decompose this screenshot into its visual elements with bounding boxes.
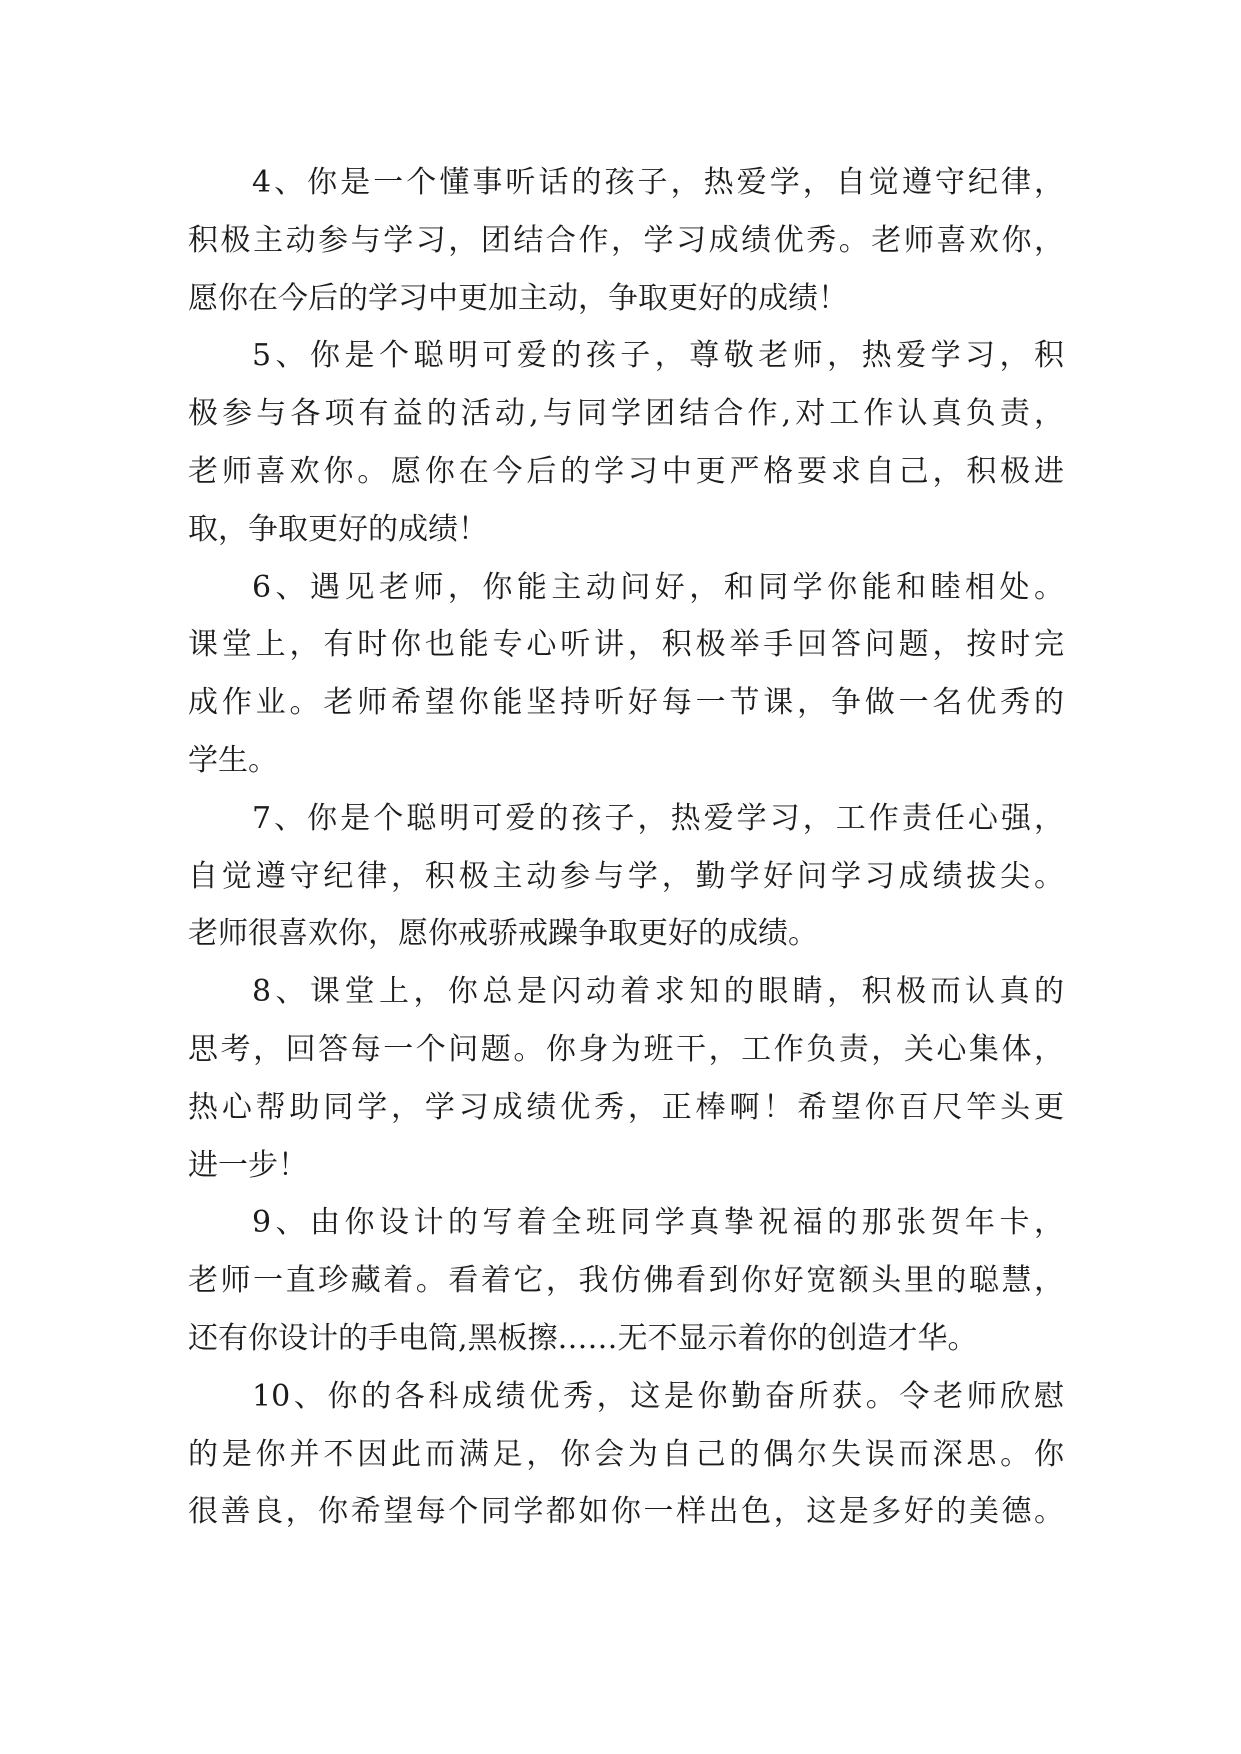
text-line: 的是你并不因此而满足，你会为自己的偶尔失误而深思。你 — [188, 1436, 1064, 1472]
text-line: 进一步！ — [188, 1147, 308, 1183]
text-line: 取，争取更好的成绩！ — [188, 511, 488, 547]
text-line: 成作业。老师希望你能坚持听好每一节课，争做一名优秀的 — [188, 685, 1064, 721]
text-line: 还有你设计的手电筒,黑板擦……无不显示着你的创造才华。 — [188, 1320, 978, 1356]
text-line: 热心帮助同学，学习成绩优秀，正棒啊！希望你百尺竿头更 — [188, 1089, 1064, 1125]
text-line: 8、课堂上，你总是闪动着求知的眼睛，积极而认真的 — [252, 974, 1064, 1010]
paragraph-6 — [188, 559, 1064, 790]
text-line: 很善良，你希望每个同学都如你一样出色，这是多好的美德。 — [188, 1494, 1064, 1530]
text-line: 10、你的各科成绩优秀，这是你勤奋所获。令老师欣慰 — [252, 1378, 1064, 1414]
text-line: 老师一直珍藏着。看着它，我仿佛看到你好宽额头里的聪慧， — [188, 1263, 1064, 1299]
text-line: 思考，回答每一个问题。你身为班干，工作负责，关心集体， — [188, 1031, 1064, 1067]
text-line: 老师喜欢你。愿你在今后的学习中更严格要求自己，积极进 — [188, 453, 1064, 489]
text-line: 老师很喜欢你，愿你戒骄戒躁争取更好的成绩。 — [188, 916, 818, 952]
text-line: 自觉遵守纪律，积极主动参与学，勤学好问学习成绩拔尖。 — [188, 858, 1064, 894]
paragraph-4 — [188, 154, 1064, 327]
text-line: 7、你是个聪明可爱的孩子，热爱学习，工作责任心强， — [252, 800, 1064, 836]
text-line: 课堂上，有时你也能专心听讲，积极举手回答问题，按时完 — [188, 627, 1064, 663]
text-line: 4、你是一个懂事听话的孩子，热爱学，自觉遵守纪律， — [252, 165, 1064, 200]
paragraph-7 — [188, 790, 1064, 963]
paragraph-10 — [188, 1368, 1064, 1541]
text-line: 极参与各项有益的活动,与同学团结合作,对工作认真负责， — [188, 396, 1064, 432]
text-line: 积极主动参与学习，团结合作，学习成绩优秀。老师喜欢你， — [188, 222, 1064, 258]
text-line: 愿你在今后的学习中更加主动，争取更好的成绩！ — [188, 280, 848, 316]
text-line: 5、你是个聪明可爱的孩子，尊敬老师，热爱学习，积 — [252, 338, 1064, 374]
document-body — [188, 154, 1064, 1541]
paragraph-9 — [188, 1194, 1064, 1367]
text-line: 9、由你设计的写着全班同学真挚祝福的那张贺年卡， — [252, 1205, 1064, 1241]
paragraph-8 — [188, 963, 1064, 1194]
text-line: 学生。 — [188, 742, 278, 778]
paragraph-5 — [188, 327, 1064, 558]
text-line: 6、遇见老师，你能主动问好，和同学你能和睦相处。 — [252, 569, 1064, 605]
